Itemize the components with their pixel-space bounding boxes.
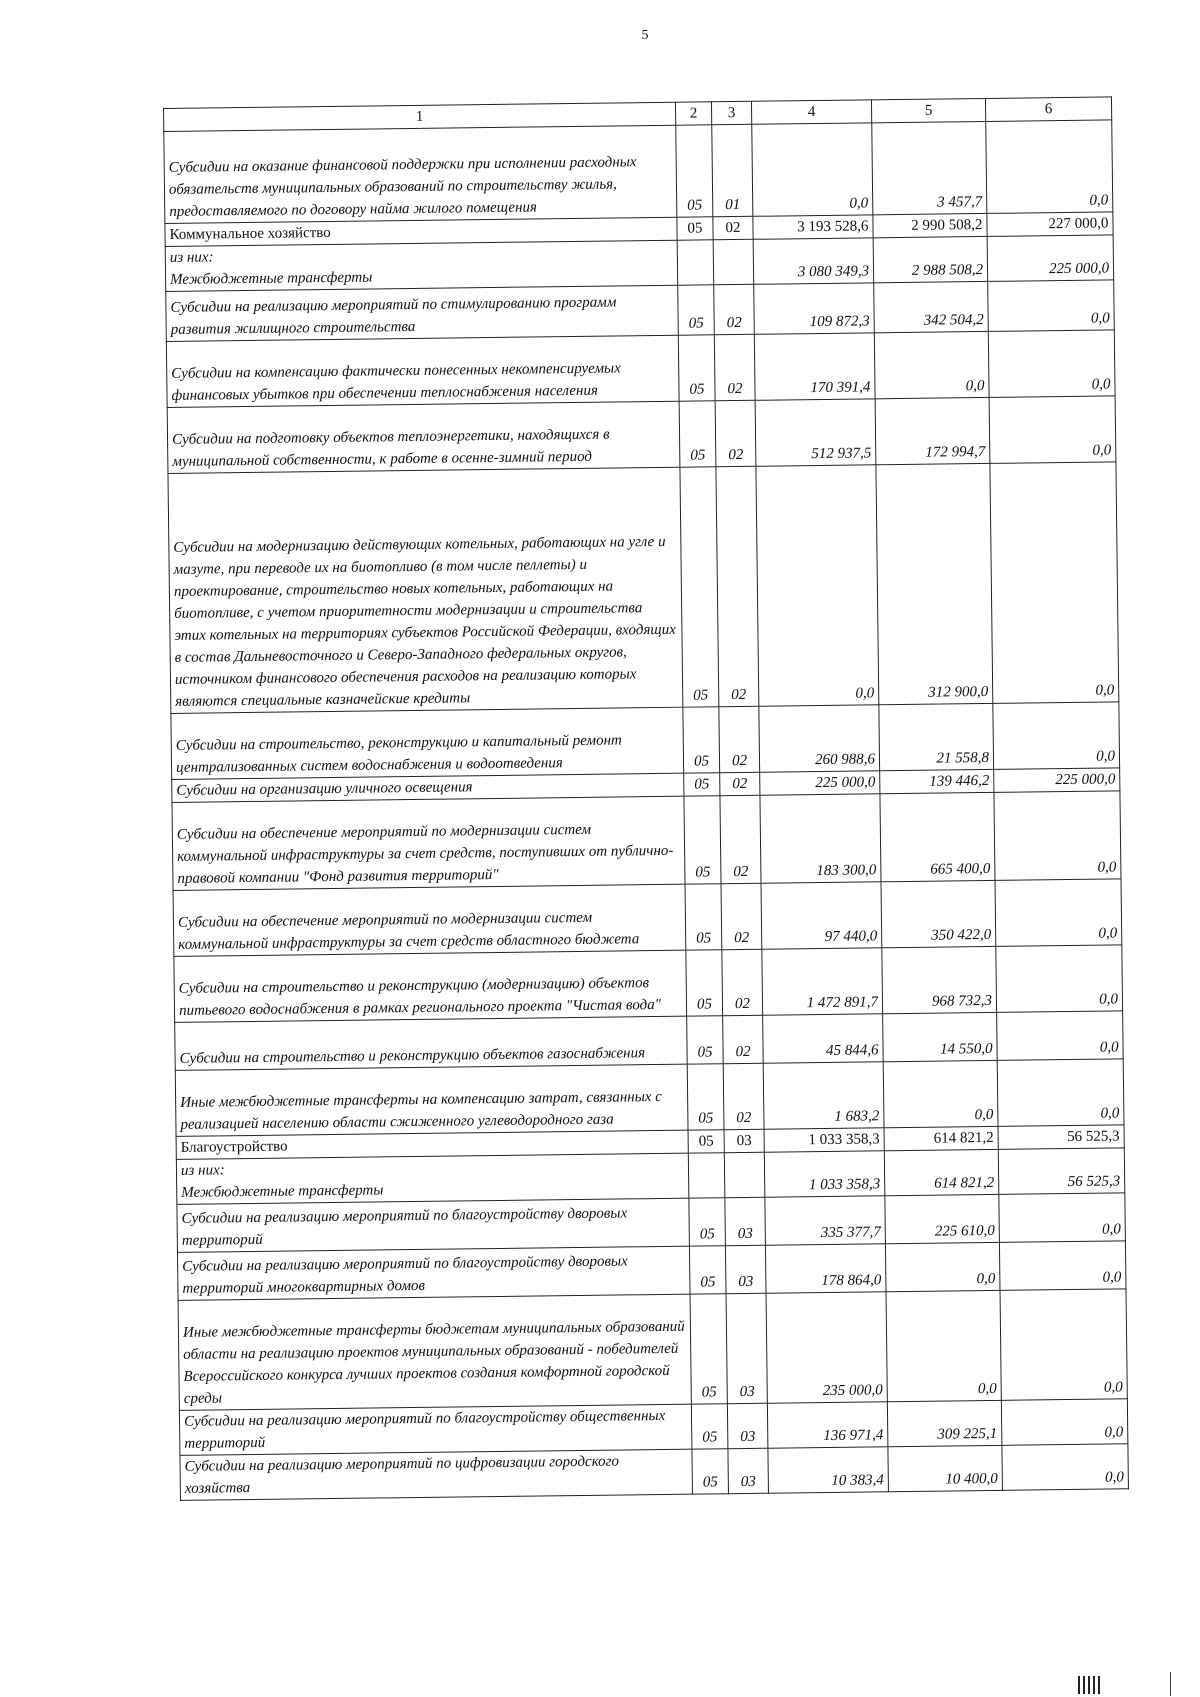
row-value-col4: 225 000,0 — [760, 771, 880, 795]
row-value-col5: 0,0 — [874, 331, 989, 398]
table-row — [166, 330, 1115, 408]
row-section-code: 05 — [677, 217, 713, 240]
row-subsection-code: 02 — [723, 1015, 764, 1063]
row-section-code: 05 — [680, 467, 719, 707]
row-value-col4: 10 383,4 — [768, 1447, 889, 1493]
row-value-col6: 0,0 — [997, 1011, 1124, 1061]
row-subsection-code: 03 — [727, 1403, 768, 1448]
row-value-col5: 225 610,0 — [885, 1194, 1000, 1243]
row-subsection-code: 02 — [720, 795, 761, 883]
row-subsection-code: 02 — [715, 400, 756, 466]
row-value-col6: 0,0 — [988, 330, 1115, 398]
row-section-code: 05 — [688, 1130, 724, 1153]
row-value-col4: 1 472 891,7 — [762, 948, 883, 1015]
row-name-text: Субсидии на компенсацию фактически понесенных некомпенсируемых финансовых убытков при обеспечении теплоснабжения населения — [171, 360, 621, 404]
row-name-text: Благоустройство — [180, 1138, 288, 1156]
header-col-5: 5 — [871, 98, 985, 122]
row-name — [171, 707, 684, 779]
row-name — [166, 335, 679, 407]
row-subsection-code: 02 — [720, 772, 760, 795]
row-value-col5: 0,0 — [886, 1290, 1001, 1401]
row-name-text: Иные межбюджетные трансферты на компенсацию затрат, связанных с реализацией населению области сжиженного углеводородного газа — [180, 1088, 662, 1133]
page-number: 5 — [641, 28, 649, 43]
table-row — [174, 945, 1123, 1023]
header-col-1: 1 — [164, 102, 676, 131]
row-value-col5: 665 400,0 — [880, 792, 995, 881]
row-section-code: 05 — [689, 1198, 726, 1246]
row-subsection-code: 02 — [719, 706, 760, 772]
row-name-text: Иные межбюджетные трансферты бюджетам муниципальных образований области на реализацию проектов муниципальных образований - победителей Всероссийского конкурса лучших проектов создания комфортной городской среды — [182, 1318, 685, 1407]
row-subsection-code: 02 — [723, 1063, 764, 1129]
row-section-code: 05 — [687, 1064, 724, 1130]
table-row — [167, 396, 1116, 474]
table-row — [168, 462, 1119, 714]
row-subsection-code — [724, 1152, 765, 1197]
row-section-code: 05 — [687, 1016, 724, 1064]
row-name — [175, 1016, 688, 1070]
row-name — [178, 1294, 691, 1410]
row-value-col4: 183 300,0 — [760, 794, 881, 883]
row-section-code — [677, 240, 714, 285]
row-name — [174, 950, 687, 1022]
row-section-code: 05 — [689, 1246, 726, 1294]
row-value-col6: 0,0 — [993, 702, 1120, 770]
row-name-text: Субсидии на реализацию мероприятий по цифровизации городского хозяйства — [184, 1453, 620, 1497]
row-section-code: 05 — [676, 125, 713, 217]
row-section-code: 05 — [684, 773, 720, 796]
row-value-col5: 3 457,7 — [872, 121, 987, 214]
row-name-text: Субсидии на обеспечение мероприятий по модернизации систем коммунальной инфраструктуры за счет средств областного бюджета — [177, 909, 640, 953]
row-value-col5: 0,0 — [883, 1060, 998, 1127]
row-section-code: 05 — [690, 1294, 727, 1404]
row-name-text: Субсидии на реализацию мероприятий по благоустройству дворовых территорий многоквартирных домов — [182, 1253, 628, 1297]
row-value-col4: 260 988,6 — [759, 705, 880, 772]
row-value-col6: 0,0 — [995, 879, 1122, 947]
row-value-col4: 1 033 358,3 — [764, 1151, 885, 1197]
row-section-code: 05 — [684, 796, 721, 884]
row-value-col5: 968 732,3 — [882, 946, 997, 1013]
row-value-col4: 45 844,6 — [763, 1014, 884, 1063]
row-value-col6: 0,0 — [1002, 1444, 1129, 1491]
row-value-col4: 3 080 349,3 — [753, 238, 874, 284]
row-name — [164, 125, 677, 223]
row-subsection-code: 03 — [725, 1245, 766, 1293]
row-value-col5: 342 504,2 — [874, 281, 989, 332]
row-value-col6: 0,0 — [986, 120, 1113, 214]
row-name-text: Субсидии на обеспечение мероприятий по модернизации систем коммунальной инфраструктуры за счет средств, поступивших от публично-правовой компании "Фонд развития территорий" — [176, 821, 674, 887]
row-value-col4: 136 971,4 — [767, 1402, 888, 1448]
row-name — [177, 1198, 690, 1252]
row-name-text: Субсидии на реализацию мероприятий по стимулированию программ развития жилищного строительства — [170, 294, 617, 338]
row-subsection-code: 03 — [728, 1448, 769, 1493]
row-value-col4: 109 872,3 — [754, 283, 875, 334]
row-subsection-code: 03 — [725, 1197, 766, 1245]
row-section-code: 05 — [683, 707, 720, 773]
row-subsection-code: 03 — [724, 1129, 764, 1152]
row-value-col4: 512 937,5 — [755, 399, 876, 466]
header-col-2: 2 — [675, 102, 711, 125]
row-value-col6: 0,0 — [1001, 1399, 1128, 1446]
row-name — [167, 401, 680, 473]
row-name-text: Субсидии на организацию уличного освещения — [176, 779, 473, 799]
row-name-text: Субсидии на реализацию мероприятий по благоустройству общественных территорий — [183, 1407, 666, 1452]
scan-edge-mark — [1170, 1672, 1171, 1696]
row-subsection-code: 03 — [726, 1293, 767, 1403]
row-subsection-code: 02 — [713, 216, 753, 239]
row-value-col4: 3 193 528,6 — [753, 215, 873, 239]
row-value-col6: 225 000,0 — [987, 235, 1114, 282]
row-value-col4: 335 377,7 — [765, 1196, 886, 1245]
budget-table — [163, 96, 1129, 1500]
row-subsection-code: 02 — [721, 883, 762, 949]
table-row — [164, 120, 1113, 224]
row-value-col6: 56 525,3 — [998, 1148, 1125, 1195]
row-subsection-code: 02 — [722, 949, 763, 1015]
barcode-mark — [1078, 1676, 1100, 1694]
table-row — [178, 1289, 1127, 1411]
row-section-code: 05 — [686, 950, 723, 1016]
row-value-col5: 614 821,2 — [884, 1149, 999, 1195]
header-col-3: 3 — [711, 101, 751, 124]
row-name-text: Субсидии на оказание финансовой поддержки при исполнении расходных обязательств муниципальных образований по строительству жилья, предоставляемого по договору найма жилого помещения — [168, 154, 637, 220]
row-section-code: 05 — [679, 401, 716, 467]
row-value-col6: 0,0 — [990, 462, 1119, 704]
row-value-col5: 2 990 508,2 — [873, 213, 987, 237]
row-value-col5: 2 988 508,2 — [873, 236, 988, 282]
row-name-text: Субсидии на строительство и реконструкцию (модернизацию) объектов питьевого водоснабжения в рамках регионального проекта "Чистая вода" — [178, 975, 662, 1019]
row-name — [166, 285, 679, 341]
row-value-col4: 235 000,0 — [766, 1292, 887, 1403]
row-subsection-code: 02 — [714, 284, 755, 334]
row-name — [176, 1153, 689, 1204]
row-value-col6: 0,0 — [996, 945, 1123, 1013]
row-section-code: 05 — [685, 884, 722, 950]
header-col-6: 6 — [985, 97, 1111, 122]
row-name-text: Субсидии на модернизацию действующих котельных, работающих на угле и мазуте, при переводе их на биотопливо (в том числе пеллеты) и проектирование, строительство новых котельных, работающих на биотопливе, с учетом приоритетности модернизации и строительства этих котельных на территориях субъектов Российской Федерации, входящих в состав Дальневосточного и Северо-Западного федеральных округов, источником финансового обеспечения расходов на реализацию которых являются специальные казначейские кредиты — [173, 533, 676, 710]
table-row — [175, 1059, 1124, 1137]
row-section-code: 05 — [678, 285, 715, 335]
row-value-col5: 10 400,0 — [888, 1445, 1003, 1491]
row-value-col6: 0,0 — [1000, 1289, 1127, 1401]
row-value-col4: 1 033 358,3 — [764, 1128, 884, 1152]
row-value-col6: 0,0 — [997, 1059, 1124, 1127]
row-value-col5: 350 422,0 — [881, 880, 996, 947]
row-section-code: 05 — [692, 1449, 729, 1494]
row-value-col6: 0,0 — [999, 1193, 1126, 1243]
row-name — [180, 1449, 693, 1500]
row-value-col4: 0,0 — [756, 465, 879, 706]
row-name-text: Коммунальное хозяйство — [169, 224, 331, 243]
row-value-col6: 225 000,0 — [994, 768, 1120, 793]
row-name-prefix: из них: — [169, 249, 214, 266]
table-row — [172, 791, 1121, 891]
header-col-4: 4 — [751, 100, 871, 124]
row-subsection-code — [713, 239, 754, 284]
row-value-col5: 614 821,2 — [884, 1126, 998, 1150]
row-value-col4: 1 683,2 — [763, 1062, 884, 1129]
row-value-col4: 0,0 — [752, 123, 873, 216]
row-name — [172, 796, 685, 890]
row-value-col6: 0,0 — [989, 396, 1116, 464]
row-value-col5: 139 446,2 — [880, 769, 994, 793]
row-value-col5: 312 900,0 — [876, 463, 993, 704]
row-value-col5: 0,0 — [885, 1242, 1000, 1291]
row-name-text: Субсидии на подготовку объектов теплоэнергетики, находящихся в муниципальной собственности, к работе в осенне-зимний период — [171, 426, 610, 470]
row-subsection-code: 02 — [716, 466, 759, 706]
row-name — [175, 1064, 688, 1136]
row-name — [177, 1246, 690, 1300]
row-name-text: Межбюджетные трансферты — [170, 269, 373, 288]
table-row — [171, 702, 1120, 780]
row-value-col5: 21 558,8 — [879, 703, 994, 770]
row-name — [168, 467, 683, 713]
row-value-col6: 0,0 — [999, 1241, 1126, 1291]
row-value-col6: 0,0 — [994, 791, 1121, 881]
row-value-col5: 309 225,1 — [887, 1400, 1002, 1446]
row-name — [165, 240, 678, 291]
row-value-col4: 97 440,0 — [761, 882, 882, 949]
row-value-col5: 14 550,0 — [883, 1012, 998, 1061]
row-name-text: Межбюджетные трансферты — [181, 1182, 384, 1201]
row-value-col6: 56 525,3 — [998, 1125, 1124, 1150]
row-value-col6: 227 000,0 — [987, 212, 1113, 237]
row-name-text: Субсидии на строительство, реконструкцию и капитальный ремонт централизованных систем водоснабжения и водоотведения — [175, 732, 622, 776]
budget-table-sheet — [163, 96, 1129, 1500]
row-name-text: Субсидии на строительство и реконструкцию объектов газоснабжения — [179, 1045, 646, 1067]
row-value-col6: 0,0 — [988, 280, 1115, 332]
row-name-prefix: из них: — [180, 1162, 225, 1179]
row-name — [173, 884, 686, 956]
row-subsection-code: 01 — [712, 124, 753, 216]
row-section-code — [688, 1153, 725, 1198]
row-value-col4: 178 864,0 — [765, 1244, 886, 1293]
row-section-code: 05 — [691, 1404, 728, 1449]
row-value-col5: 172 994,7 — [875, 397, 990, 464]
row-section-code: 05 — [678, 335, 715, 401]
table-row — [173, 879, 1122, 957]
row-subsection-code: 02 — [714, 334, 755, 400]
row-name-text: Субсидии на реализацию мероприятий по благоустройству дворовых территорий — [181, 1205, 628, 1249]
row-value-col4: 170 391,4 — [754, 333, 875, 400]
row-name — [179, 1404, 692, 1455]
